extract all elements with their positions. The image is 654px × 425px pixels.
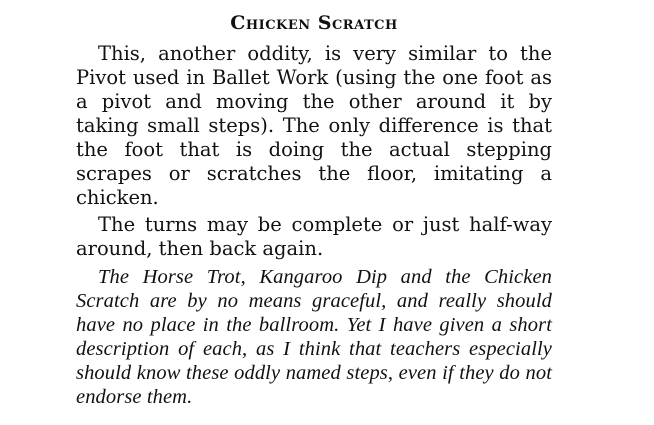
body-paragraph-2: The turns may be complete or just half-way around, then back again.	[76, 213, 552, 260]
document-page	[76, 10, 552, 409]
italic-note-paragraph: The Horse Trot, Kangaroo Dip and the Chicken Scratch are by no means graceful, and really should have no place in the ballroom. Yet I have given a short description of each, as I think that teachers especially should know these oddly named steps, even if they do not endorse them.	[76, 266, 552, 408]
section-title: Chicken Scratch	[230, 12, 398, 34]
body-paragraph-1: This, another oddity, is very similar to the Pivot used in Ballet Work (using the one foot as a pivot and moving the other around it by taking small steps). The only difference is that the foot that is doing the actual stepping scrapes or scratches the floor, imitating a chicken.	[76, 42, 552, 209]
